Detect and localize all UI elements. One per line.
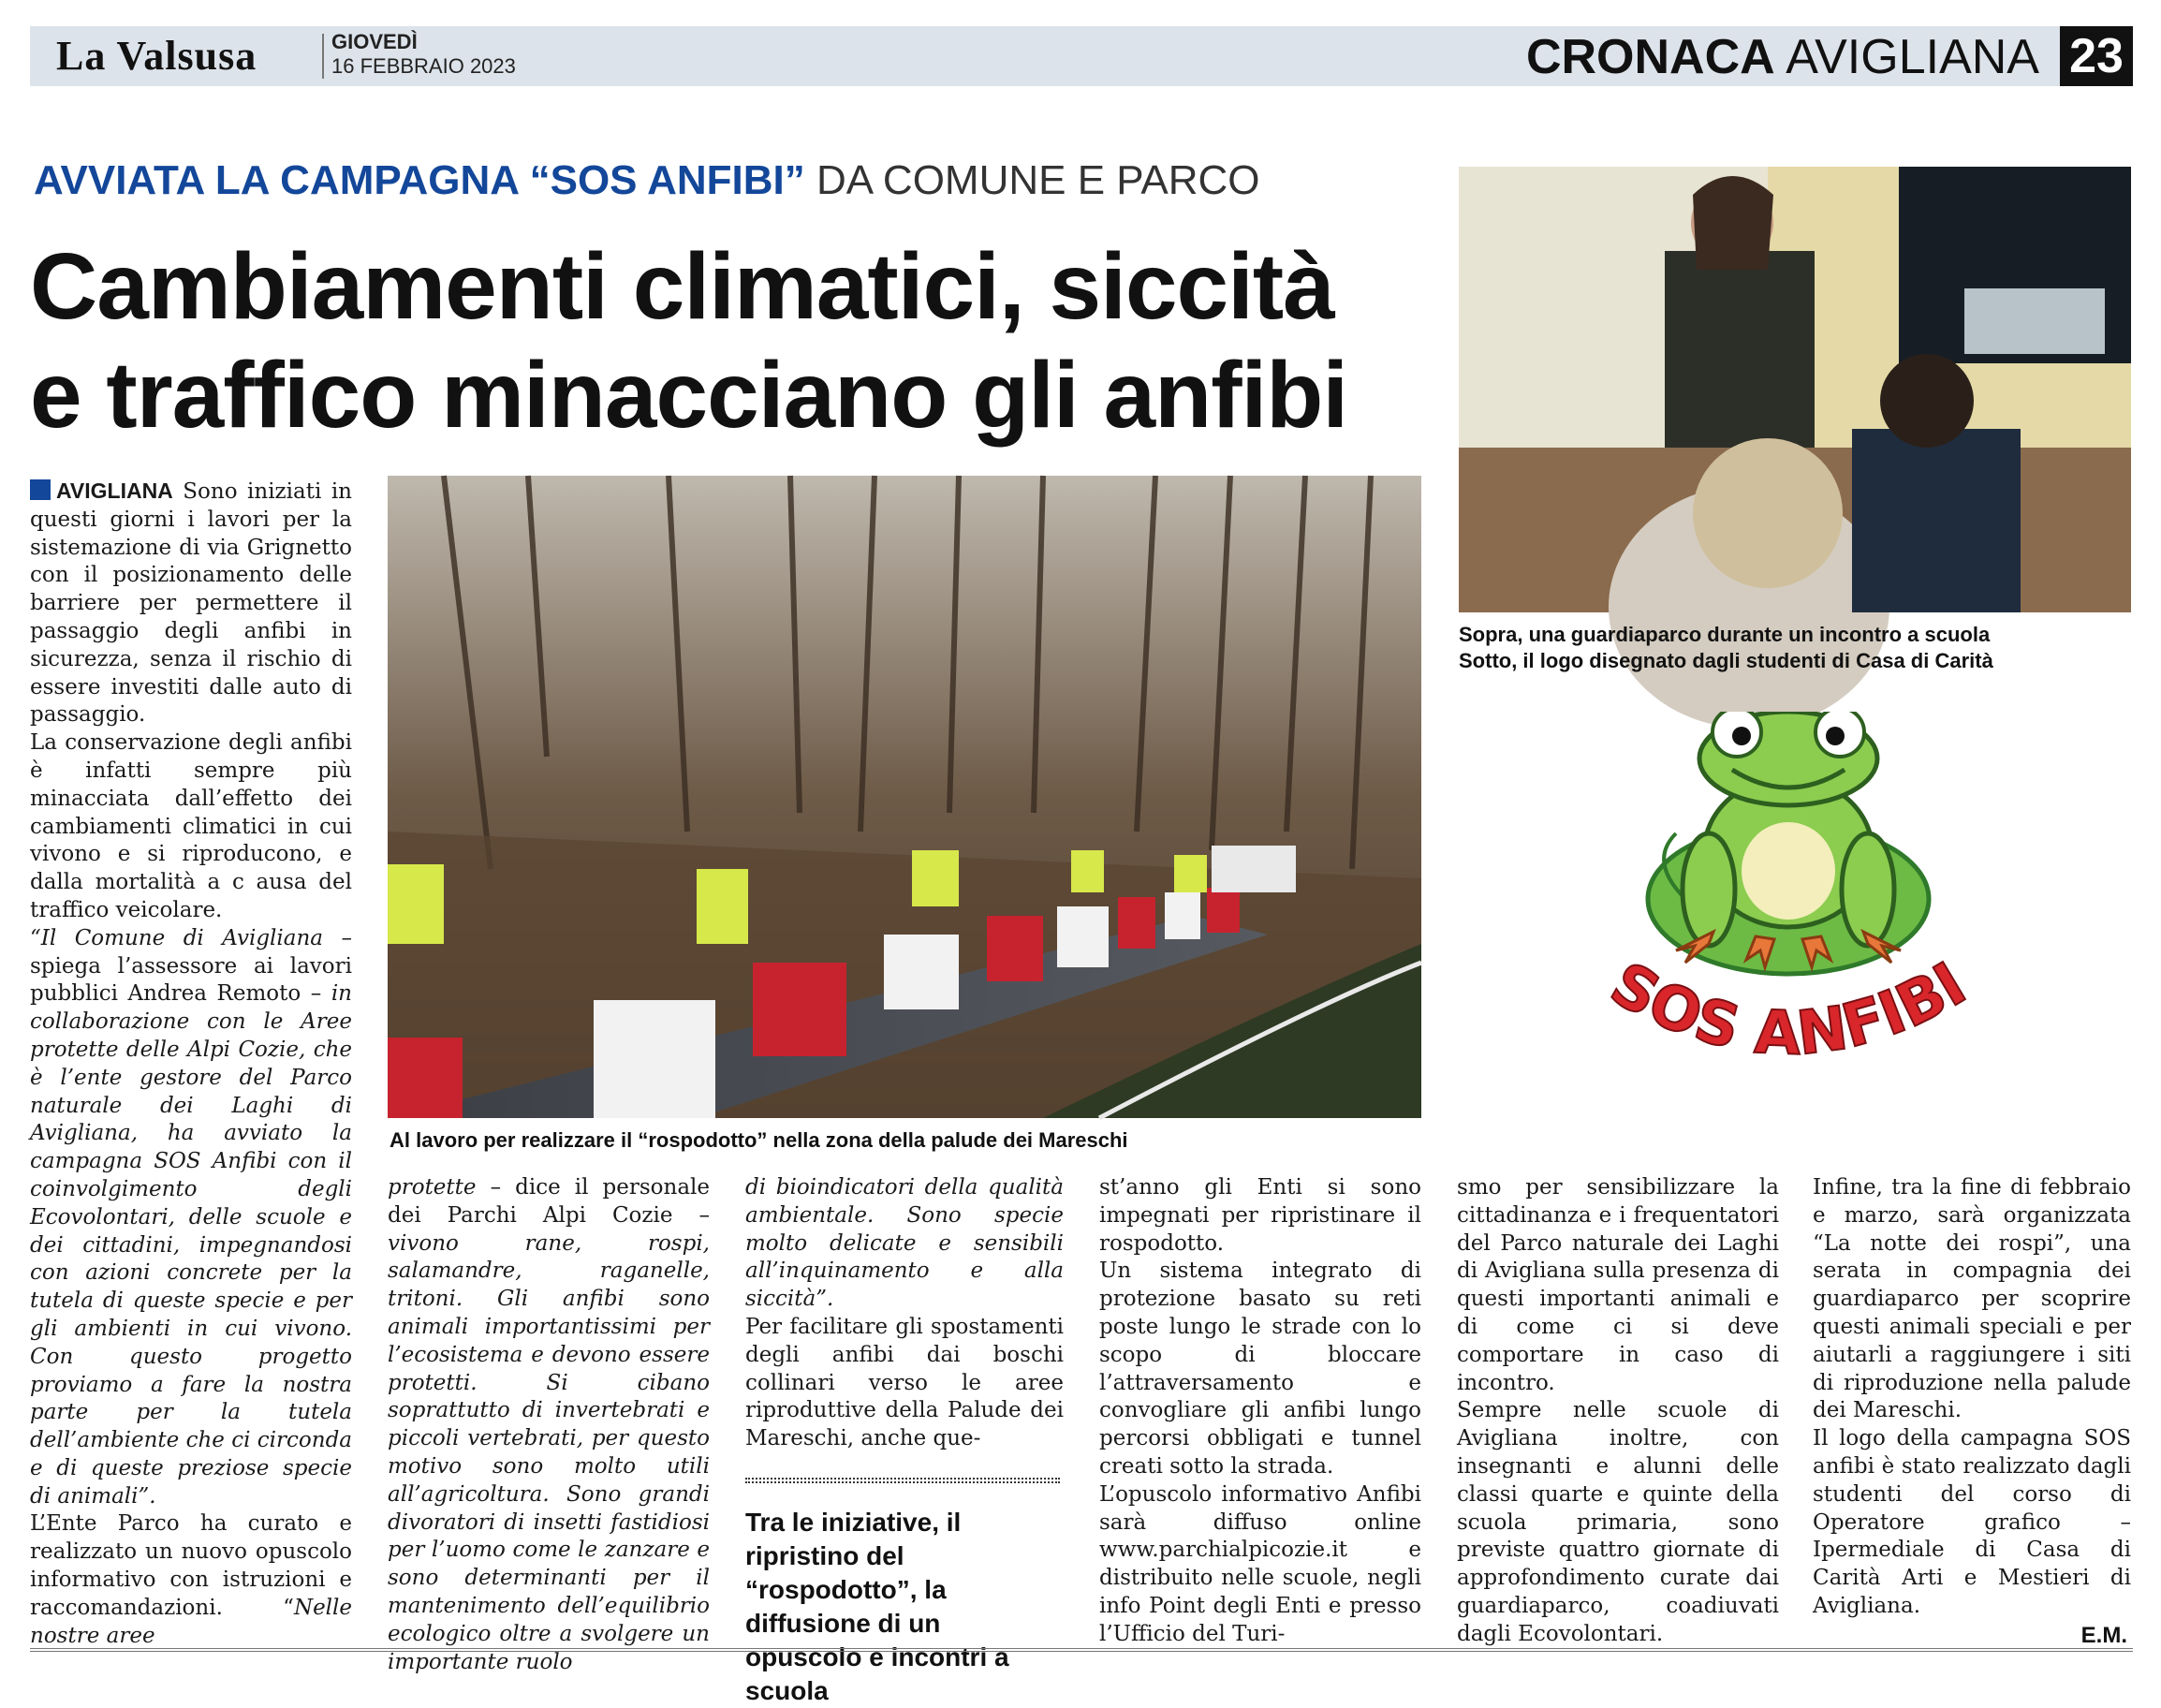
article-column-4	[1099, 1174, 1421, 1649]
kicker-bold: AVVIATA LA CAMPAGNA “SOS ANFIBI”	[34, 157, 805, 203]
pull-quote-text: Tra le iniziative, il ripristino del “rospodotto”, la diffusione di un opuscolo e incontri a scuola	[745, 1508, 1009, 1705]
kicker	[34, 157, 1259, 204]
headline-line-1: Cambiamenti climatici, siccità	[30, 234, 1334, 339]
headline	[30, 232, 1434, 449]
sos-anfibi-logo	[1573, 712, 2004, 1124]
page-number: 23	[2060, 26, 2133, 86]
kicker-rest: DA COMUNE E PARCO	[816, 157, 1260, 203]
col5-a: smo per sensibilizzare la cittadinanza e i frequentatori del Parco naturale dei Laghi di Avigliana sulla presenza di questi importanti animali e di come ci si deve comportare in caso di incontro.	[1457, 1175, 1779, 1395]
col1-p4-b: Nelle nostre aree	[30, 1595, 352, 1648]
col1-p1: Sono iniziati in questi giorni i lavori per la sistemazione di via Grignetto con il posizionamento delle barriere per permettere il passaggio degli anfibi in sicurezza, senza il rischio di essere investiti dalle auto di passaggio.	[30, 479, 352, 728]
frog-logo-icon	[1573, 712, 2004, 1124]
author-signature: E.M.	[2080, 1623, 2127, 1648]
col1-p3-a: “Il Comune di Avigliana –	[30, 925, 352, 950]
col4-a: st’anno gli Enti si sono impegnati per ripristinare il rospodotto.	[1099, 1175, 1421, 1256]
side-caption-line-2: Sotto, il logo disegnato dagli studenti di Casa di Carità	[1459, 649, 1993, 672]
pull-quote-rule	[745, 1478, 1060, 1483]
article-column-3	[745, 1174, 1064, 1453]
section-name: CRONACA	[1525, 30, 1775, 84]
col4-c: L’opuscolo informativo Anfibi sarà diffuso online www.parchialpicozie.it e distribuito nelle scuole, negli info Point degli Enti e presso l’Ufficio del Turi-	[1099, 1481, 1421, 1646]
col1-p3-c: in collaborazione con le Aree protette delle Alpi Cozie, che è l’ente gestore del Parco naturale dei Laghi di Avigliana, ha avviato la campagna SOS Anfibi con il coinvolgimento degli Ecovolontari, delle scuole e dei cittadini, impegnandosi con azioni concrete per la tutela di queste specie e per gli ambienti in cui vivono. Con questo progetto proviamo a fare la nostra parte per la tutela dell’ambiente che ci circonda e di queste preziose specie di animali”.	[30, 981, 352, 1509]
header-divider	[322, 34, 324, 79]
col5-b: Sempre nelle scuole di Avigliana inoltre, con insegnanti e alunni delle classi quarte e quinte della scuola primaria, sono previste quattro giornate di approfondimento curate dai guardiaparco, coadiuvati dagli Ecovolontari.	[1457, 1398, 1779, 1646]
page-header	[30, 26, 2133, 86]
classroom-photo	[1459, 167, 2131, 612]
dateline: AVIGLIANA	[56, 479, 173, 503]
col3-a: di bioindicatori della qualità ambientale. Sono specie molto delicate e sensibili all’inquinamento e alla siccità”.	[745, 1175, 1064, 1312]
header-date: 16 FEBBRAIO 2023	[331, 54, 516, 78]
article-column-2	[388, 1174, 710, 1676]
col6-b: Il logo della campagna SOS anfibi è stato realizzato dagli studenti del corso di Operatore grafico – Ipermediale di Casa di Carità Arti e Mestieri di Avigliana.	[1813, 1426, 2131, 1618]
col1-p4-a: L’Ente Parco ha curato e realizzato un nuovo opuscolo informativo con istruzioni e raccomandazioni. “	[30, 1511, 352, 1620]
main-photo-caption: Al lavoro per realizzare il “rospodotto” nella zona della palude dei Mareschi	[390, 1128, 1128, 1152]
footer-rule	[30, 1648, 2133, 1652]
col1-p3-b: spiega l’assessore ai lavori pubblici Andrea Remoto –	[30, 953, 352, 1007]
col2-c: vivono rane, rospi, salamandre, raganelle, tritoni. Gli anfibi sono animali importantissimi per l’ecosistema e devono essere protetti. Si cibano soprattutto di invertebrati e piccoli vertebrati, per questo motivo sono molto utili all’agricoltura. Sono grandi divoratori di insetti fastidiosi per l’uomo come le zanzare e sono determinanti per il mantenimento dell’equilibrio ecologico oltre a svolgere un importante ruolo	[388, 1230, 710, 1674]
dateline-square	[30, 479, 51, 500]
side-caption-line-1: Sopra, una guardiaparco durante un incontro a scuola	[1459, 623, 1991, 646]
col2-b: – dice il personale dei Parchi Alpi Cozie –	[388, 1175, 710, 1228]
side-caption	[1459, 622, 2131, 674]
section-title	[1526, 30, 2039, 84]
section-place: AVIGLIANA	[1786, 30, 2039, 84]
article-column-6	[1813, 1174, 2131, 1621]
col1-p2: La conservazione degli anfibi è infatti sempre più minacciata dall’effetto dei cambiamenti climatici in cui vivono e si riproducono, e dalla mortalità a c ausa del traffico veicolare.	[30, 730, 352, 922]
headline-line-2: e traffico minacciano gli anfibi	[30, 343, 1348, 448]
article-column-5	[1457, 1174, 1779, 1649]
logo-text: SOS ANFIBI	[1598, 949, 1978, 1069]
main-photo	[388, 476, 1421, 1118]
col3-b: Per facilitare gli spostamenti degli anfibi dai boschi collinari verso le aree riproduttive della Palude dei Mareschi, anche que-	[745, 1314, 1064, 1451]
header-day: GIOVEDÌ	[331, 30, 418, 53]
col6-a: Infine, tra la fine di febbraio e marzo, sarà organizzata “La notte dei rospi”, una serata in compagnia dei guardiaparco per scoprire questi animali speciali e per aiutarli a raggiungere i siti di riproduzione nella palude dei Mareschi.	[1813, 1175, 2131, 1423]
classroom-illustration	[1459, 167, 2131, 612]
roadwork-illustration	[388, 476, 1421, 1118]
col4-b: Un sistema integrato di protezione basato su reti poste lungo le strade con lo scopo di bloccare l’attraversamento e convogliare gli anfibi lungo percorsi obbligati e tunnel creati sotto la strada.	[1099, 1259, 1421, 1479]
col2-a: protette	[388, 1175, 477, 1200]
masthead: La Valsusa	[56, 33, 257, 79]
article-column-1	[30, 478, 352, 1650]
